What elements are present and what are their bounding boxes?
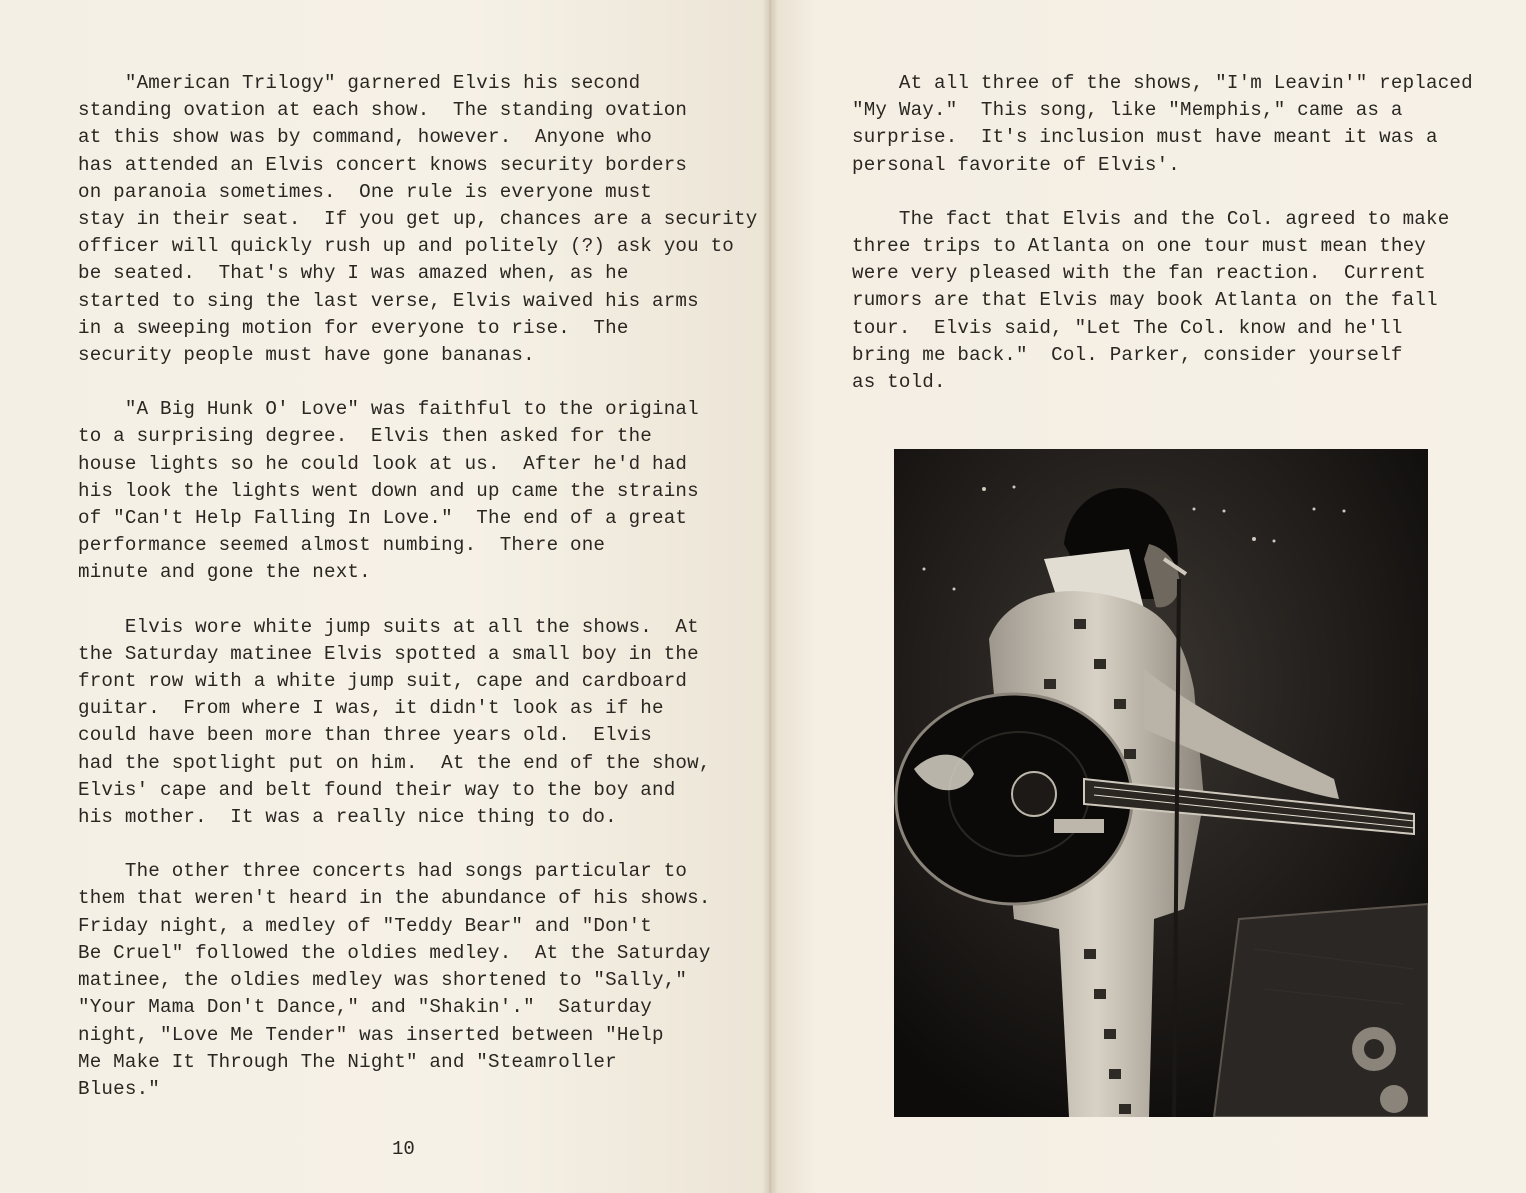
paragraph-american-trilogy: "American Trilogy" garnered Elvis his second standing ovation at each show. The standing ovation at this show was by command, however. Anyone who has attended an Elvis concert knows security borders on paranoia sometimes. One rule is everyone must stay in their seat. If you get up, chances are a security officer will quickly rush up and politely (?) ask you to be seated. That's why I was amazed when, as he started to sing the last verse, Elvis waived his arms in a sweeping motion for everyone to rise. The security people must have gone bananas.	[78, 72, 758, 367]
concert-photo	[894, 449, 1428, 1117]
left-text-column	[78, 70, 758, 1130]
page-number: 10	[392, 1138, 415, 1160]
book-gutter	[762, 0, 778, 1193]
right-text-column	[852, 70, 1492, 423]
performer-with-guitar-image	[894, 449, 1428, 1117]
paragraph-white-jump-suits: Elvis wore white jump suits at all the shows. At the Saturday matinee Elvis spotted a small boy in the front row with a white jump suit, cape and cardboard guitar. From where I was, it didn't look as if he could have been more than three years old. Elvis had the spotlight put on him. At the end of the show, Elvis' cape and belt found their way to the boy and his mother. It was a really nice thing to do.	[78, 615, 711, 829]
paragraph-three-trips-atlanta: The fact that Elvis and the Col. agreed to make three trips to Atlanta on one tour must mean they were very pleased with the fan reaction. Current rumors are that Elvis may book Atlanta on the fall tour. Elvis said, "Let The Col. know and he'll bring me back." Col. Parker, consider yourself as told.	[852, 207, 1450, 394]
right-page	[770, 0, 1526, 1193]
paragraph-big-hunk-o-love: "A Big Hunk O' Love" was faithful to the original to a surprising degree. Elvis then asked for the house lights so he could look at us. After he'd had his look the lights went down and up came the strains of "Can't Help Falling In Love." The end of a great performance seemed almost numbing. There one minute and gone the next.	[78, 398, 699, 584]
paragraph-im-leavin: At all three of the shows, "I'm Leavin'" replaced "My Way." This song, like "Memphis," came as a surprise. It's inclusion must have meant it was a personal favorite of Elvis'.	[852, 72, 1473, 176]
paragraph-other-three-concerts: The other three concerts had songs particular to them that weren't heard in the abundance of his shows. Friday night, a medley of "Teddy Bear" and "Don't Be Cruel" followed the oldies medley. At the Saturday matinee, the oldies medley was shortened to "Sally," "Your Mama Don't Dance," and "Shakin'." Saturday night, "Love Me Tender" was inserted between "Help Me Make It Through The Night" and "Steamroller Blues."	[78, 860, 711, 1100]
